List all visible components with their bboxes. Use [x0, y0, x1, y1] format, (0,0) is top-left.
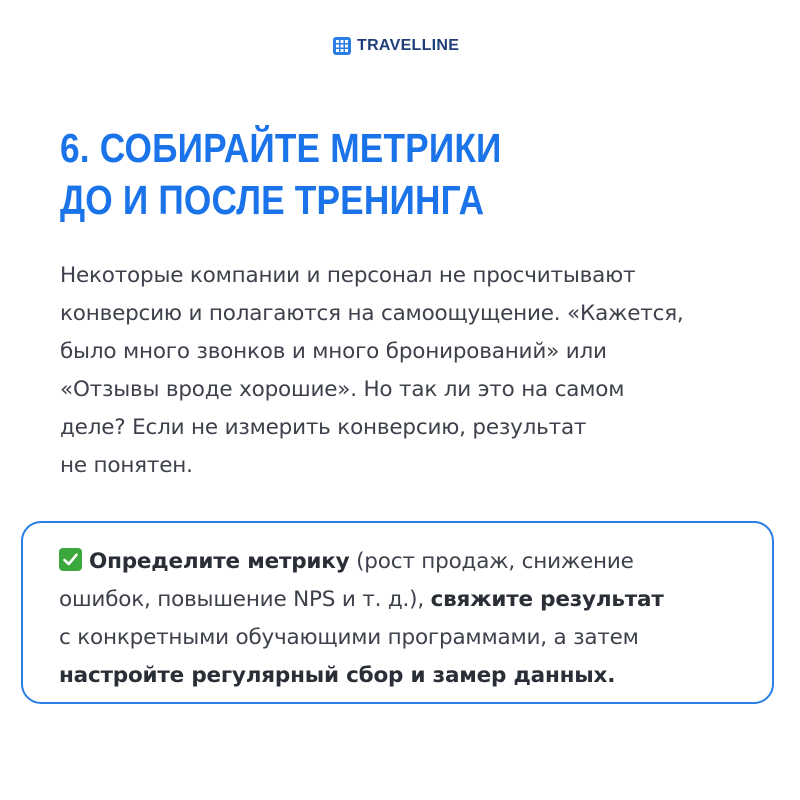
intro-line: конверсию и полагаются на самоощущение. «Кажется, — [60, 301, 684, 326]
intro-line: было много звонков и много бронирований» или — [60, 339, 607, 364]
intro-line: не понятен. — [60, 453, 193, 478]
callout-bold-link-result: свяжите результат — [430, 587, 664, 612]
callout-text-1: (рост продаж, снижение — [349, 549, 634, 574]
intro-paragraph — [60, 257, 750, 485]
intro-line: деле? Если не измерить конверсию, результат — [60, 415, 587, 440]
callout-line-4 — [59, 657, 759, 695]
callout-line-1 — [59, 543, 759, 581]
brand-name: TRAVELLINE — [357, 37, 460, 54]
title-line-1: 6. СОБИРАЙТЕ МЕТРИКИ — [60, 125, 502, 171]
intro-line: Некоторые компании и персонал не просчитывают — [60, 263, 636, 288]
page-title — [60, 122, 645, 226]
callout-line-2 — [59, 581, 759, 619]
tip-callout-box — [21, 521, 774, 704]
title-line-2: ДО И ПОСЛЕ ТРЕНИНГА — [60, 177, 485, 223]
check-mark-icon — [59, 548, 82, 571]
brand-logo — [333, 36, 459, 56]
tip-callout-text — [59, 543, 759, 695]
callout-line-3: с конкретными обучающими программами, а затем — [59, 625, 639, 650]
callout-bold-setup: настройте регулярный сбор и замер данных. — [59, 663, 616, 688]
callout-text-2: ошибок, повышение NPS и т. д.), — [59, 587, 431, 612]
grid-logo-icon — [333, 37, 351, 55]
callout-bold-metric: Определите метрику — [89, 549, 350, 574]
intro-line: «Отзывы вроде хорошие». Но так ли это на самом — [60, 377, 625, 402]
